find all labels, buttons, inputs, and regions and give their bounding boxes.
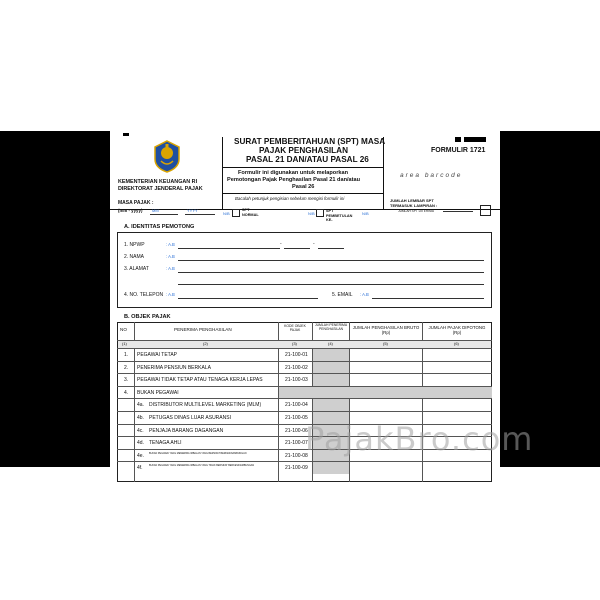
col-header-dipotong: JUMLAH PAJAK DIPOTONG (Rp)	[428, 325, 486, 336]
email-label: 5. EMAIL	[332, 292, 353, 298]
row-bruto-input[interactable]	[349, 362, 422, 374]
ministry-emblem-icon	[152, 139, 182, 173]
row-kode: 21-100-04	[285, 402, 308, 409]
pembetulan-mark: N/B	[308, 211, 315, 216]
col-header-kode: KODE OBJEK PAJAK	[284, 324, 306, 332]
ministry-name: KEMENTERIAN KEUANGAN RI	[118, 179, 198, 185]
period-month-value: MM	[152, 208, 159, 213]
lampiran-label-2: TERMASUK LAMPIRAN :	[390, 203, 438, 208]
col-num-6: (6)	[454, 341, 459, 346]
period-sublabel: (mm - yyyy)	[118, 208, 143, 213]
table-row	[117, 348, 492, 361]
row-bruto-input[interactable]	[349, 462, 422, 474]
nama-field[interactable]	[178, 260, 484, 261]
row-dipotong-input[interactable]	[423, 362, 492, 374]
npwp-field-main[interactable]	[178, 248, 280, 249]
row-kode: 21-100-08	[285, 452, 308, 459]
shaded-cell	[313, 374, 349, 386]
row-number: 4a.	[137, 402, 144, 409]
lampiran-label-1: JUMLAH LEMBAR SPT	[390, 198, 434, 203]
row-kode: 21-100-02	[285, 364, 308, 371]
row-penerima: BUKAN PEGAWAI	[137, 389, 179, 396]
col-header-bruto: JUMLAH PENGHASILAN BRUTO (Rp)	[352, 325, 420, 336]
row-penerima: PEGAWAI TETAP	[137, 352, 178, 358]
spt-normal-checkbox[interactable]	[232, 209, 240, 217]
corner-mark-right	[464, 137, 486, 142]
shaded-cell	[313, 399, 349, 411]
form-desc-1: Formulir ini digunakan untuk melaporkan	[238, 170, 349, 176]
section-b-title: B. OBJEK PAJAK	[124, 314, 171, 320]
row-dipotong-input[interactable]	[423, 374, 492, 386]
row-number: 4f.	[137, 465, 143, 472]
row-penerima: TENAGA AHLI	[149, 440, 182, 447]
row-number: 4c.	[137, 427, 144, 434]
row-penerima: PENERIMA PENSIUN BERKALA	[137, 364, 211, 371]
col-header-penerima: PENERIMA PENGHASILAN	[174, 327, 232, 332]
telepon-field[interactable]	[178, 298, 318, 299]
row-bruto-input[interactable]	[349, 374, 422, 386]
row-penerima: DISTRIBUTOR MULTILEVEL MARKETING (MLM)	[149, 402, 262, 409]
spt-normal-label: SPT NORMAL	[242, 208, 259, 217]
form-title-3: PASAL 21 DAN/ATAU PASAL 26	[246, 155, 369, 164]
directorate-name: DIREKTORAT JENDERAL PAJAK	[118, 186, 203, 192]
desc-rule	[222, 193, 383, 194]
row-penerima: PENJAJA BARANG DAGANGAN	[149, 427, 224, 434]
section-a-title: A. IDENTITAS PEMOTONG	[124, 224, 195, 230]
row-penerima: PETUGAS DINAS LUAR ASURANSI	[149, 415, 231, 421]
shaded-cell	[313, 462, 349, 474]
row-number: 1.	[124, 352, 129, 358]
lampiran-sub: JUMLAH SPT DITERIMA	[398, 209, 434, 213]
nama-label: 2. NAMA	[124, 254, 145, 260]
npwp-label: 1. NPWP	[124, 242, 145, 248]
table-row	[117, 398, 492, 411]
npwp-sep-1: -	[280, 241, 282, 247]
form-desc-3: Pasal 26	[292, 184, 315, 190]
email-field[interactable]	[372, 298, 484, 299]
alamat-label: 3. ALAMAT	[124, 266, 149, 272]
row-dipotong-input[interactable]	[423, 349, 492, 361]
row-number: 4b.	[137, 415, 144, 421]
col-header-no: NO	[120, 327, 127, 332]
row-penerima: BUKAN PEGAWAI YANG MENERIMA IMBALAN YANG TIDAK BERSIFAT BERKESINAMBUNGAN	[149, 464, 255, 468]
table-row	[117, 373, 492, 386]
email-colon: : A.B	[360, 292, 369, 297]
nama-colon: : A.B	[166, 254, 175, 259]
period-month-field[interactable]	[150, 214, 178, 215]
row-kode: 21-100-07	[285, 440, 308, 447]
row-penerima: PEGAWAI TIDAK TETAP ATAU TENAGA KERJA LEPAS	[137, 377, 263, 384]
form-title-1: SURAT PEMBERITAHUAN (SPT) MASA	[234, 137, 386, 146]
col-num-3: (3)	[292, 341, 297, 346]
form-code: FORMULIR 1721	[431, 147, 486, 154]
period-year-value: YYYY	[187, 208, 198, 213]
row-kode: 21-100-06	[285, 427, 308, 434]
normal-mark: N/B	[223, 211, 230, 216]
npwp-field-end[interactable]	[318, 248, 344, 249]
table-row	[117, 461, 492, 474]
col-num-2: (2)	[203, 341, 208, 346]
shaded-cell	[313, 349, 349, 361]
title-rule	[222, 167, 383, 168]
npwp-field-mid[interactable]	[284, 248, 310, 249]
pembetulan-number-mark: N/B	[362, 211, 369, 216]
col-num-1: (1)	[122, 341, 127, 346]
tax-form-document: KEMENTERIAN KEUANGAN RI DIREKTORAT JENDERAL PAJAK SURAT PEMBERITAHUAN (SPT) MASA PAJAK PENGHASILAN PASAL 21 DAN/ATAU PASAL 26 Formulir ini digunakan untuk melaporkan Pemotongan Pajak Penghasilan Pasal 21 dan/atau Pasal 26 Bacalah petunjuk pengisian sebelum mengisi formulir ini FORMULIR 1721 area barcode MASA PAJAK : (mm - yyyy) MM - YYYY N/B SPT NORMAL N/B SPT PEMBETULAN KE- N/B JUMLAH LEMBAR SPT TERMASUK LAMPIRAN : JUMLAH SPT DITERIMA A. IDENTITAS PEMOTONG 1. NPWP : A.B - - 2. NAMA : A.B 3. ALAMAT : A.B 4. NO. TELEPON : A.B 5. EMAIL : A.B B. OBJEK PAJAK NO PENERIMA PENGHASILAN KODE OBJEK PAJAK JUMLAH PENERIMA PENGHASILAN JUMLAH PENGHASILAN BRUTO (Rp) JUMLAH PAJAK DIPOTONG (Rp) (1) (2) (3) (4) (5) (6) 1. PEGAWAI TETAP 21-100-01 2. PENERIMA PENSIUN BERKALA 21-100-02 3. PEGAWAI TIDAK TETAP ATAU TENAGA KERJA LEPAS 21-100-03 4. BUKAN PEGAWAI 4a. DISTRIBUTOR MULTILEVEL MARKETING (MLM) 21-100-04 4b. PETUGAS DINAS LUAR ASURANSI 21-100-05 4c. PENJAJA BARANG DAGANGAN 21-100-06 4d. TENAGA AHLI 21-100-07 4e. BUKAN PEGAWAI YANG MENERIMA IMBALAN YANG BERSIFAT BERKESINAMBUNGAN 21-100-08 4f. BUKAN PEGAWAI YANG MENERIMA IMBALAN YANG TIDAK BERSIFAT BERKESINAMBUNGAN 21-100-09	[110, 131, 500, 467]
col-num-5: (5)	[383, 341, 388, 346]
row-kode: 21-100-03	[285, 377, 308, 384]
row-number: 2.	[124, 364, 129, 371]
shaded-cell	[279, 387, 492, 399]
spt-pembetulan-label: SPT PEMBETULAN KE-	[326, 209, 353, 223]
watermark-text: PajakBro.com	[305, 420, 534, 458]
header-bottom-rule	[110, 209, 500, 210]
col-header-jumlah-penerima: JUMLAH PENERIMA PENGHASILAN	[314, 323, 348, 331]
telepon-colon: : A.B	[166, 292, 175, 297]
row-number: 3.	[124, 377, 129, 384]
row-dipotong-input[interactable]	[423, 462, 492, 474]
col-num-4: (4)	[328, 341, 333, 346]
barcode-area-label: area barcode	[400, 172, 463, 179]
shaded-cell	[313, 362, 349, 374]
npwp-sep-2: -	[313, 241, 315, 247]
telepon-label: 4. NO. TELEPON	[124, 292, 164, 298]
alamat-field-1[interactable]	[178, 272, 484, 273]
form-desc-2: Pemotongan Pajak Penghasilan Pasal 21 dan/atau	[227, 177, 361, 183]
table-row	[117, 386, 492, 399]
form-title-2: PAJAK PENGHASILAN	[259, 146, 349, 155]
lampiran-field[interactable]	[443, 211, 473, 212]
spt-pembetulan-checkbox[interactable]	[316, 209, 324, 217]
npwp-colon: : A.B	[166, 242, 175, 247]
row-number: 4.	[124, 389, 129, 396]
row-number: 4e.	[137, 452, 144, 459]
row-kode: 21-100-09	[285, 465, 308, 472]
corner-mark-right-2	[455, 137, 461, 142]
header-divider-1	[222, 137, 223, 209]
row-bruto-input[interactable]	[349, 349, 422, 361]
row-penerima: BUKAN PEGAWAI YANG MENERIMA IMBALAN YANG BERSIFAT BERKESINAMBUNGAN	[149, 451, 247, 455]
row-number: 4d.	[137, 440, 144, 447]
row-kode: 21-100-05	[285, 415, 308, 421]
row-bruto-input[interactable]	[349, 399, 422, 411]
period-label: MASA PAJAK :	[118, 200, 154, 206]
period-year-field[interactable]	[185, 214, 215, 215]
header-divider-2	[383, 137, 384, 209]
row-dipotong-input[interactable]	[423, 399, 492, 411]
alamat-colon: : A.B	[166, 266, 175, 271]
table-row	[117, 361, 492, 374]
corner-mark-left	[123, 133, 129, 136]
instruction-text: Bacalah petunjuk pengisian sebelum mengisi formulir ini	[235, 196, 345, 201]
alamat-field-2[interactable]	[178, 284, 484, 285]
lampiran-box[interactable]	[480, 205, 491, 216]
row-kode: 21-100-01	[285, 352, 308, 358]
col-number-band	[118, 341, 491, 348]
